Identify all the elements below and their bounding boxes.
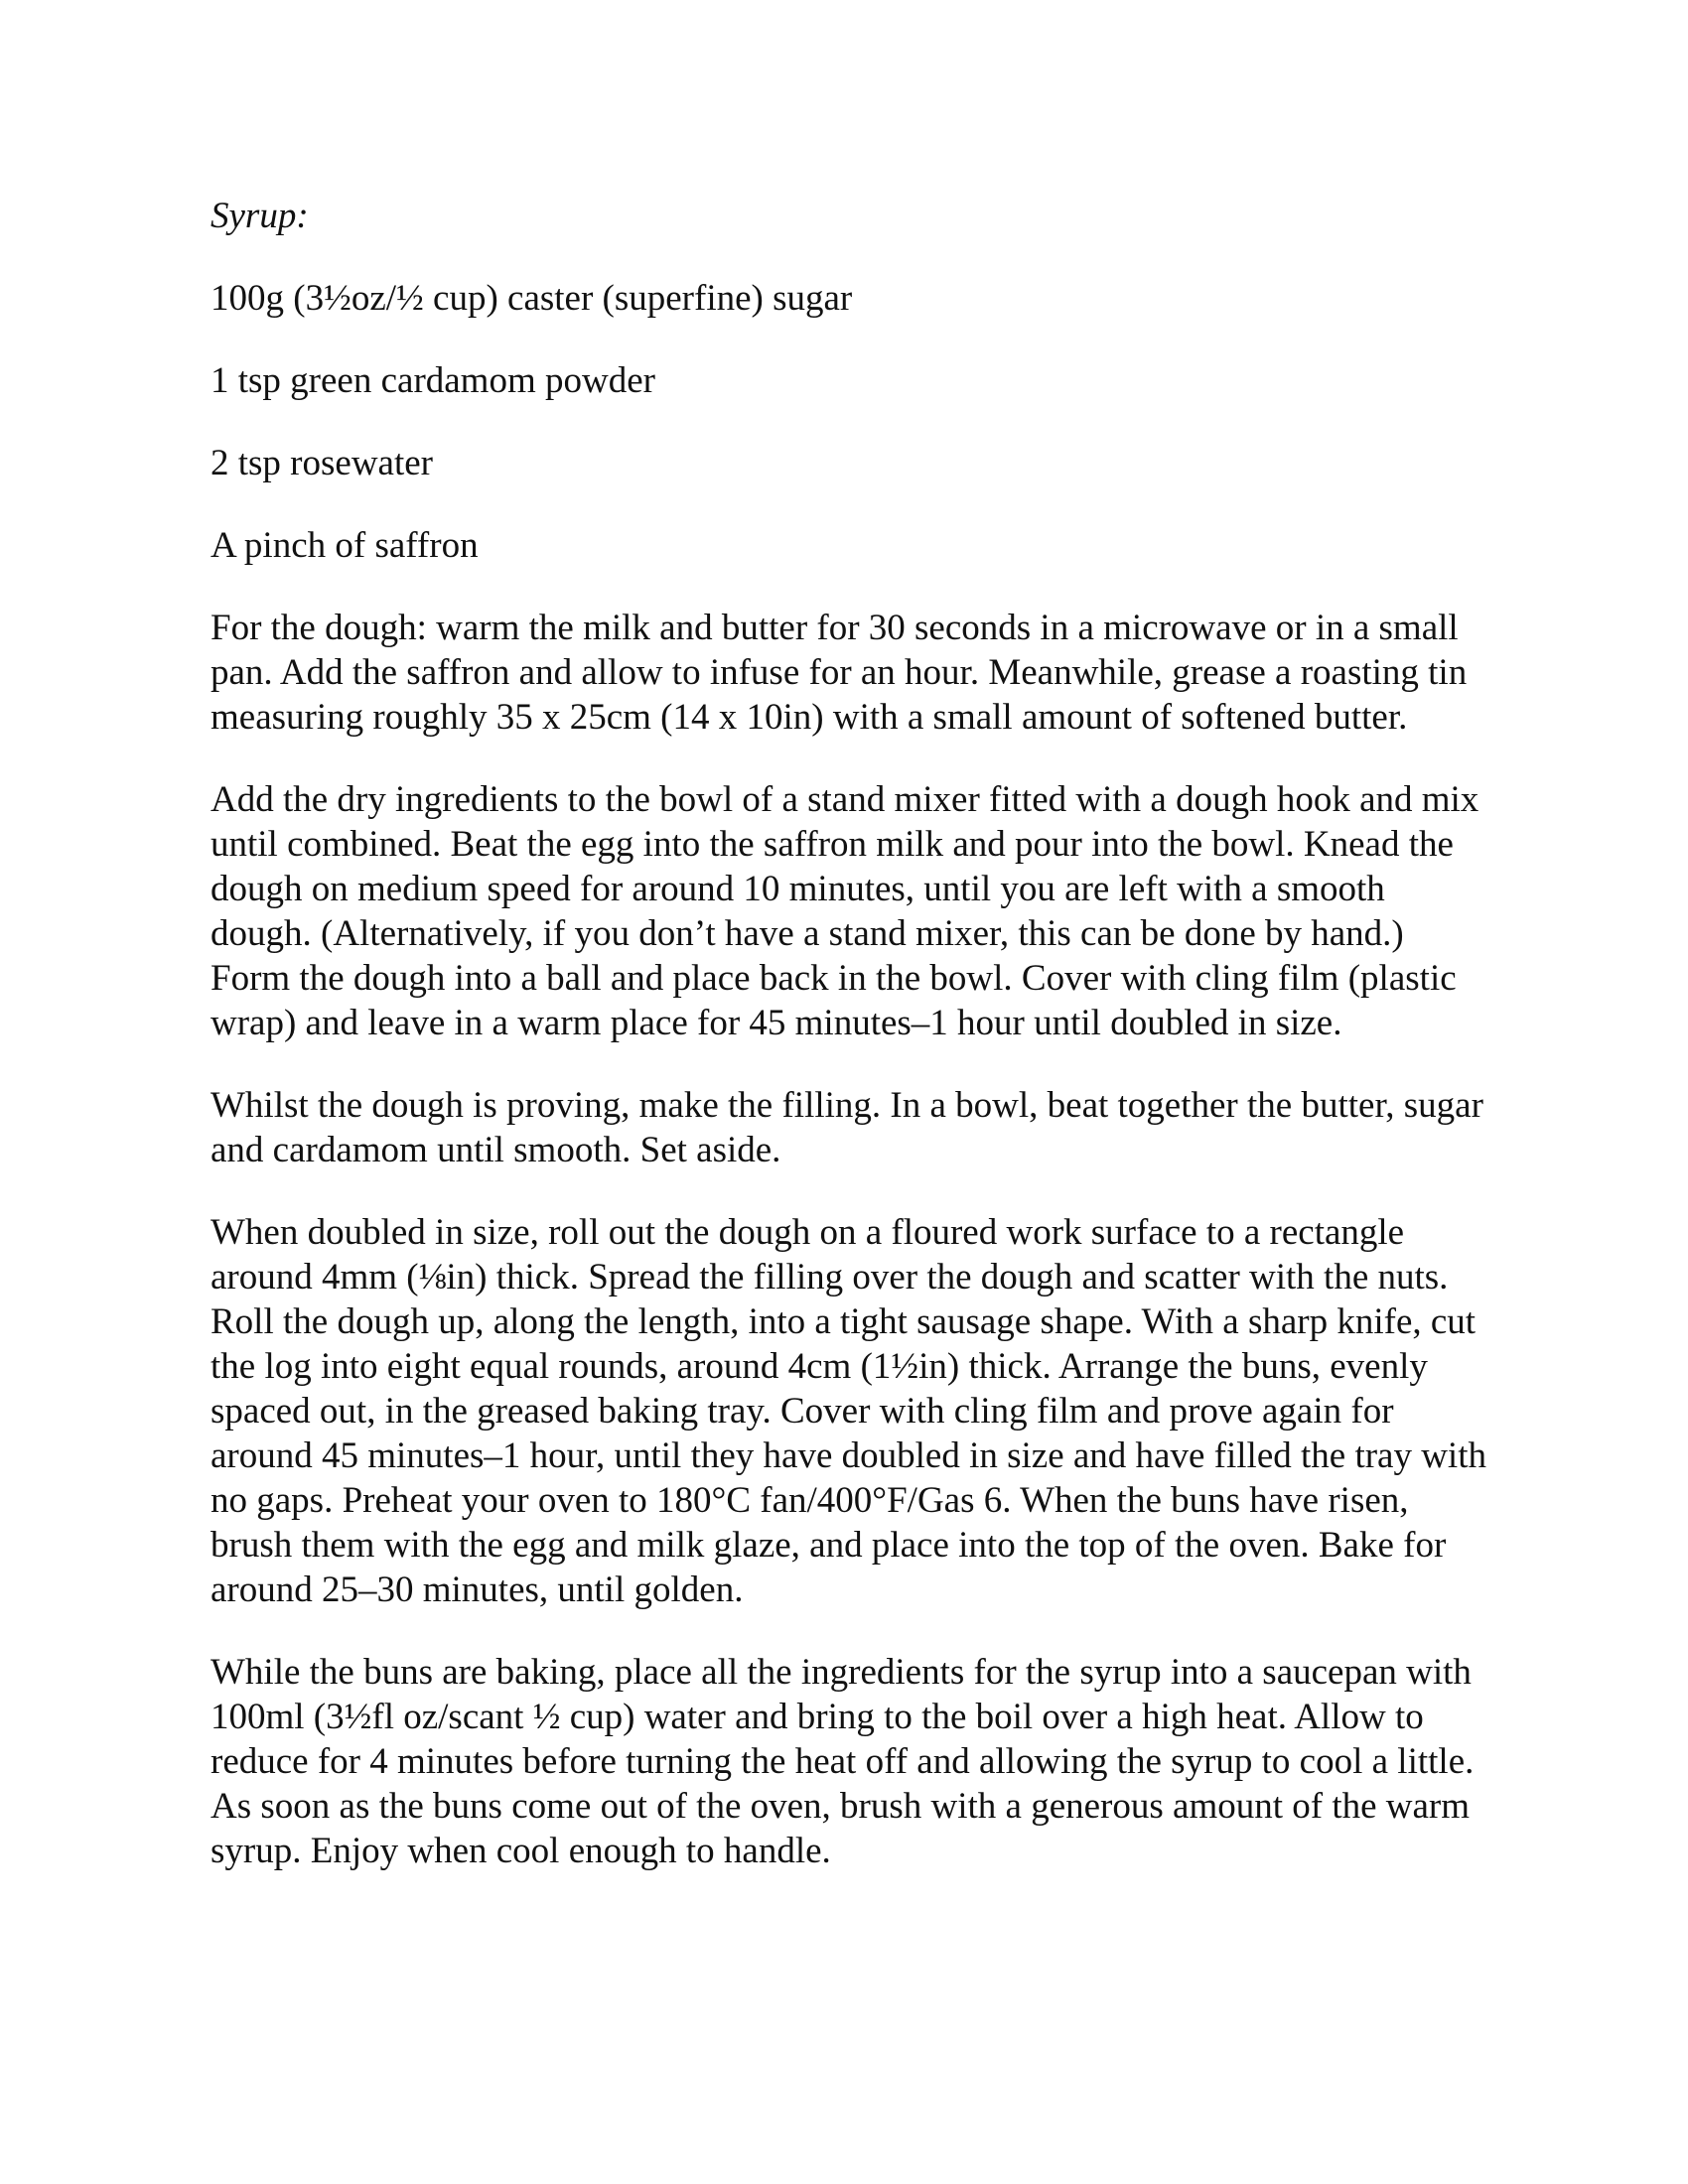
document-page	[211, 194, 1491, 1911]
ingredient-sugar: 100g (3½oz/½ cup) caster (superfine) sugar	[211, 278, 853, 319]
method-step-knead: Add the dry ingredients to the bowl of a stand mixer fitted with a dough hook and mix until combined. Beat the egg into the saffron milk and pour into the bowl. Knead the dough on medium speed for around 10 minutes, until you are left with a smooth dough. (Alternatively, if you don’t have a stand mixer, this can be done by hand.) Form the dough into a ball and place back in the bowl. Cover with cling film (plastic wrap) and leave in a warm place for 45 minutes–1 hour until doubled in size.	[211, 779, 1479, 1043]
method-step-filling: Whilst the dough is proving, make the filling. In a bowl, beat together the butter, sugar and cardamom until smooth. Set aside.	[211, 1085, 1483, 1170]
ingredient-rosewater: 2 tsp rosewater	[211, 443, 433, 483]
method-step-dough-prep: For the dough: warm the milk and butter for 30 seconds in a microwave or in a small pan. Add the saffron and allow to infuse for an hour. Meanwhile, grease a roasting tin measuring roughly 35 x 25cm (14 x 10in) with a small amount of softened butter.	[211, 608, 1468, 738]
syrup-heading: Syrup:	[211, 196, 309, 236]
method-step-syrup: While the buns are baking, place all the ingredients for the syrup into a saucepan with 100ml (3½fl oz/scant ½ cup) water and bring to the boil over a high heat. Allow to reduce for 4 minutes before turning the heat off and allowing the syrup to cool a little. As soon as the buns come out of the oven, brush with a generous amount of the warm syrup. Enjoy when cool enough to handle.	[211, 1652, 1475, 1871]
ingredient-saffron: A pinch of saffron	[211, 525, 479, 566]
ingredient-cardamom: 1 tsp green cardamom powder	[211, 360, 655, 401]
method-step-roll-bake: When doubled in size, roll out the dough on a floured work surface to a rectangle around 4mm (⅛in) thick. Spread the filling over the dough and scatter with the nuts. Roll the dough up, along the length, into a tight sausage shape. With a sharp knife, cut the log into eight equal rounds, around 4cm (1½in) thick. Arrange the buns, evenly spaced out, in the greased baking tray. Cover with cling film and prove again for around 45 minutes–1 hour, until they have doubled in size and have filled the tray with no gaps. Preheat your oven to 180°C fan/400°F/Gas 6. When the buns have risen, brush them with the egg and milk glaze, and place into the top of the oven. Bake for around 25–30 minutes, until golden.	[211, 1212, 1486, 1610]
